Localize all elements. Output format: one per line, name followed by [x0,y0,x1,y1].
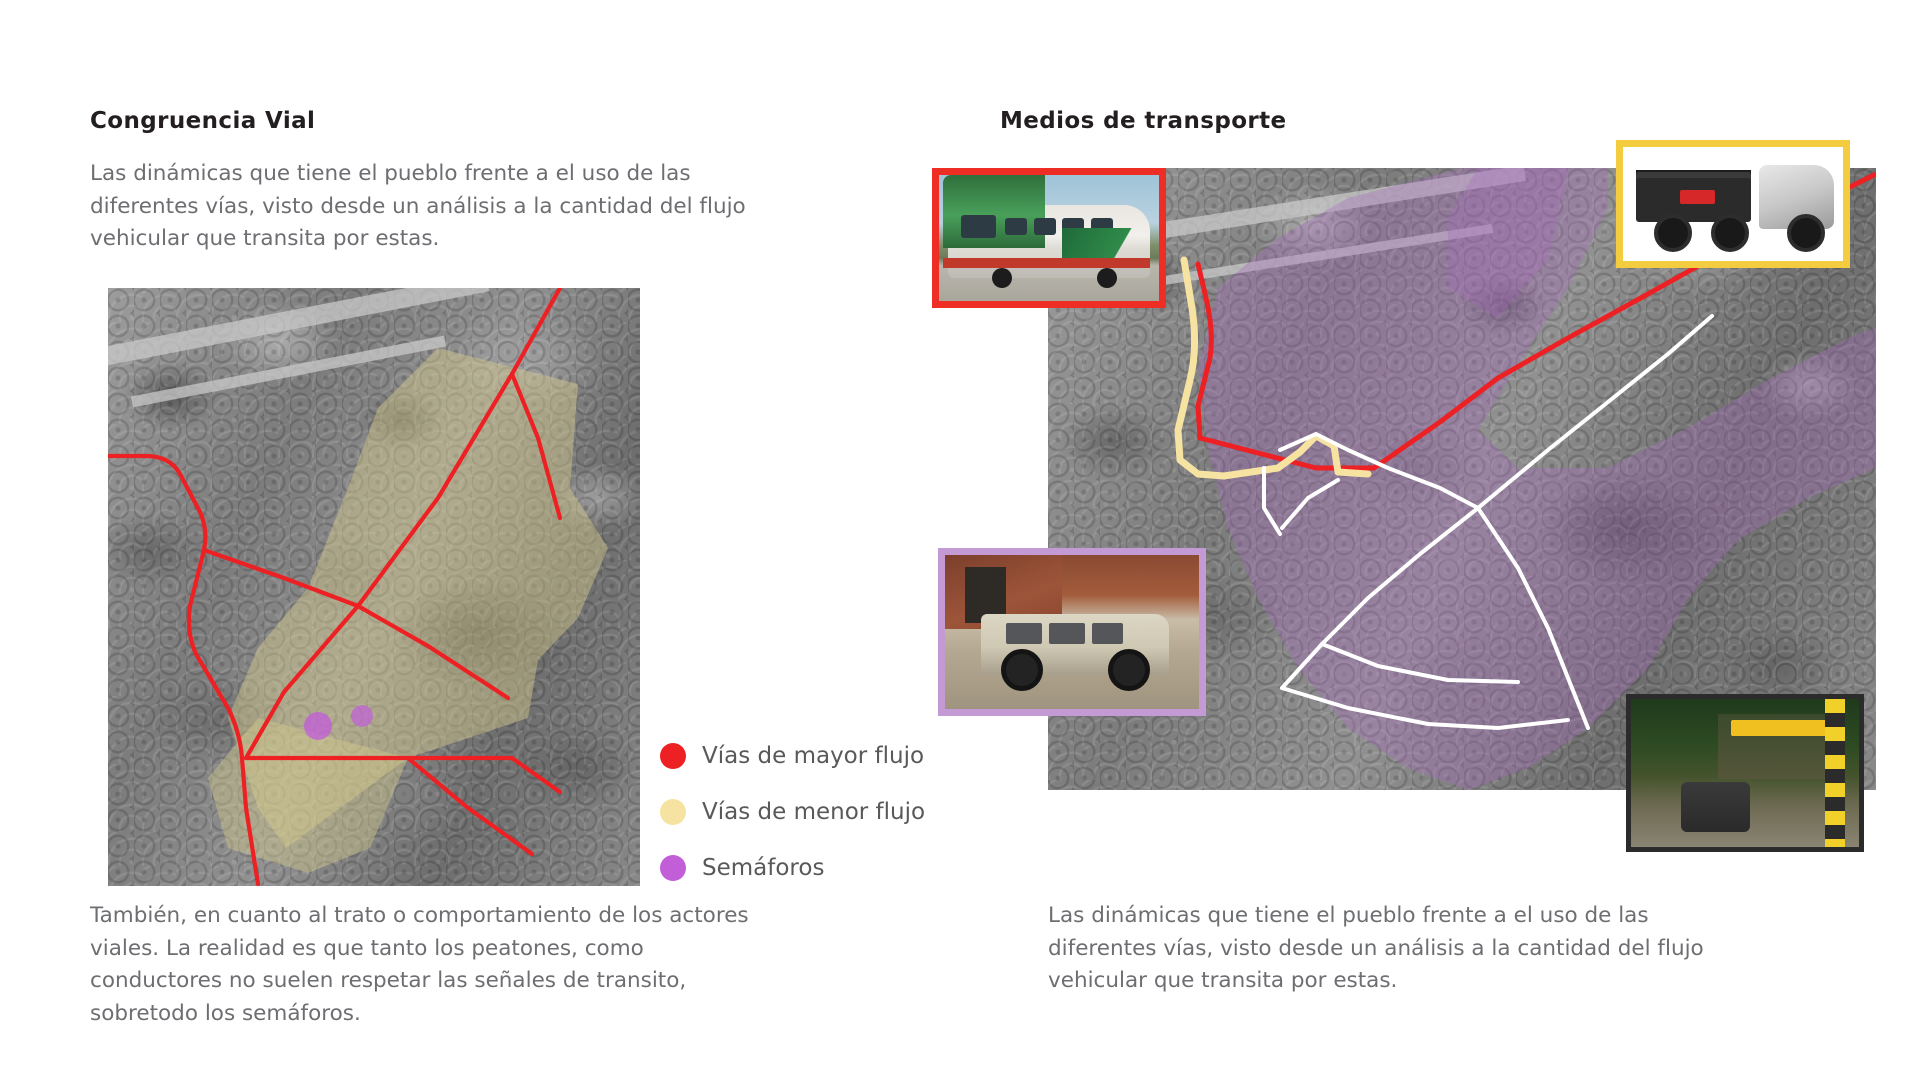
motocarguero-wheel [1654,214,1692,252]
legend-label-major: Vías de mayor flujo [702,743,925,769]
jeep-wheel [1108,649,1150,691]
parked-motorcycle [1681,782,1749,832]
legend-item-minor [660,784,925,840]
motocarguero-brand-tag [1680,190,1715,204]
circle-yellow-icon [660,799,686,825]
congruencia-vial-map [108,288,640,886]
legend-item-major [660,728,925,784]
traffic-light-marker [351,705,373,727]
left-outro-paragraph: También, en cuanto al trato o comportamiento de los actores viales. La realidad es que tanto los peatones, como conductores no suelen respetar las señales de transito, sobretodo los semáforos. [90,903,749,1027]
right-outro-paragraph: Las dinámicas que tiene el pueblo frente a el uso de las diferentes vías, visto desde un análisis a la cantidad del flujo vehicular que transita por estas. [1048,903,1704,994]
bus-wheel [1097,268,1117,288]
bus-wheel [992,268,1012,288]
bus-photo-scene [939,175,1159,301]
jeep-photo-scene [945,555,1199,709]
jeep-window [1049,623,1085,645]
jeep-window [1092,623,1122,645]
bus-window [1005,218,1027,236]
shop-sign [1731,720,1831,736]
jeep-wheel [1001,649,1043,691]
motocarguero-wheel [1711,214,1749,252]
left-intro-paragraph: Las dinámicas que tiene el pueblo frente a el uso de las diferentes vías, visto desde un análisis a la cantidad del flujo vehicular que transita por estas. [90,161,746,252]
legend-label-minor: Vías de menor flujo [702,799,926,825]
map-legend [660,728,925,896]
bus-window [1034,218,1056,236]
bus-photo [932,168,1166,308]
motocarguero-photo [1616,140,1850,268]
motocarguero-photo-scene [1623,147,1843,261]
circle-red-icon [660,743,686,769]
legend-item-traffic-lights [660,840,925,896]
jeep-photo [938,548,1206,716]
right-section-heading: Medios de transporte [1000,108,1287,134]
traffic-light-marker [304,712,332,740]
bus-red-stripe [943,258,1150,268]
bus-windshield [961,215,996,238]
street-photo-scene [1631,699,1859,847]
left-section-heading: Congruencia Vial [90,108,316,134]
left-map-overlays [108,288,640,886]
legend-label-traffic-lights: Semáforos [702,855,825,881]
jeep-window [1006,623,1042,645]
striped-pole [1825,699,1846,847]
street-photo [1626,694,1864,852]
circle-purple-icon [660,855,686,881]
motocarguero-front-wheel [1787,214,1825,252]
